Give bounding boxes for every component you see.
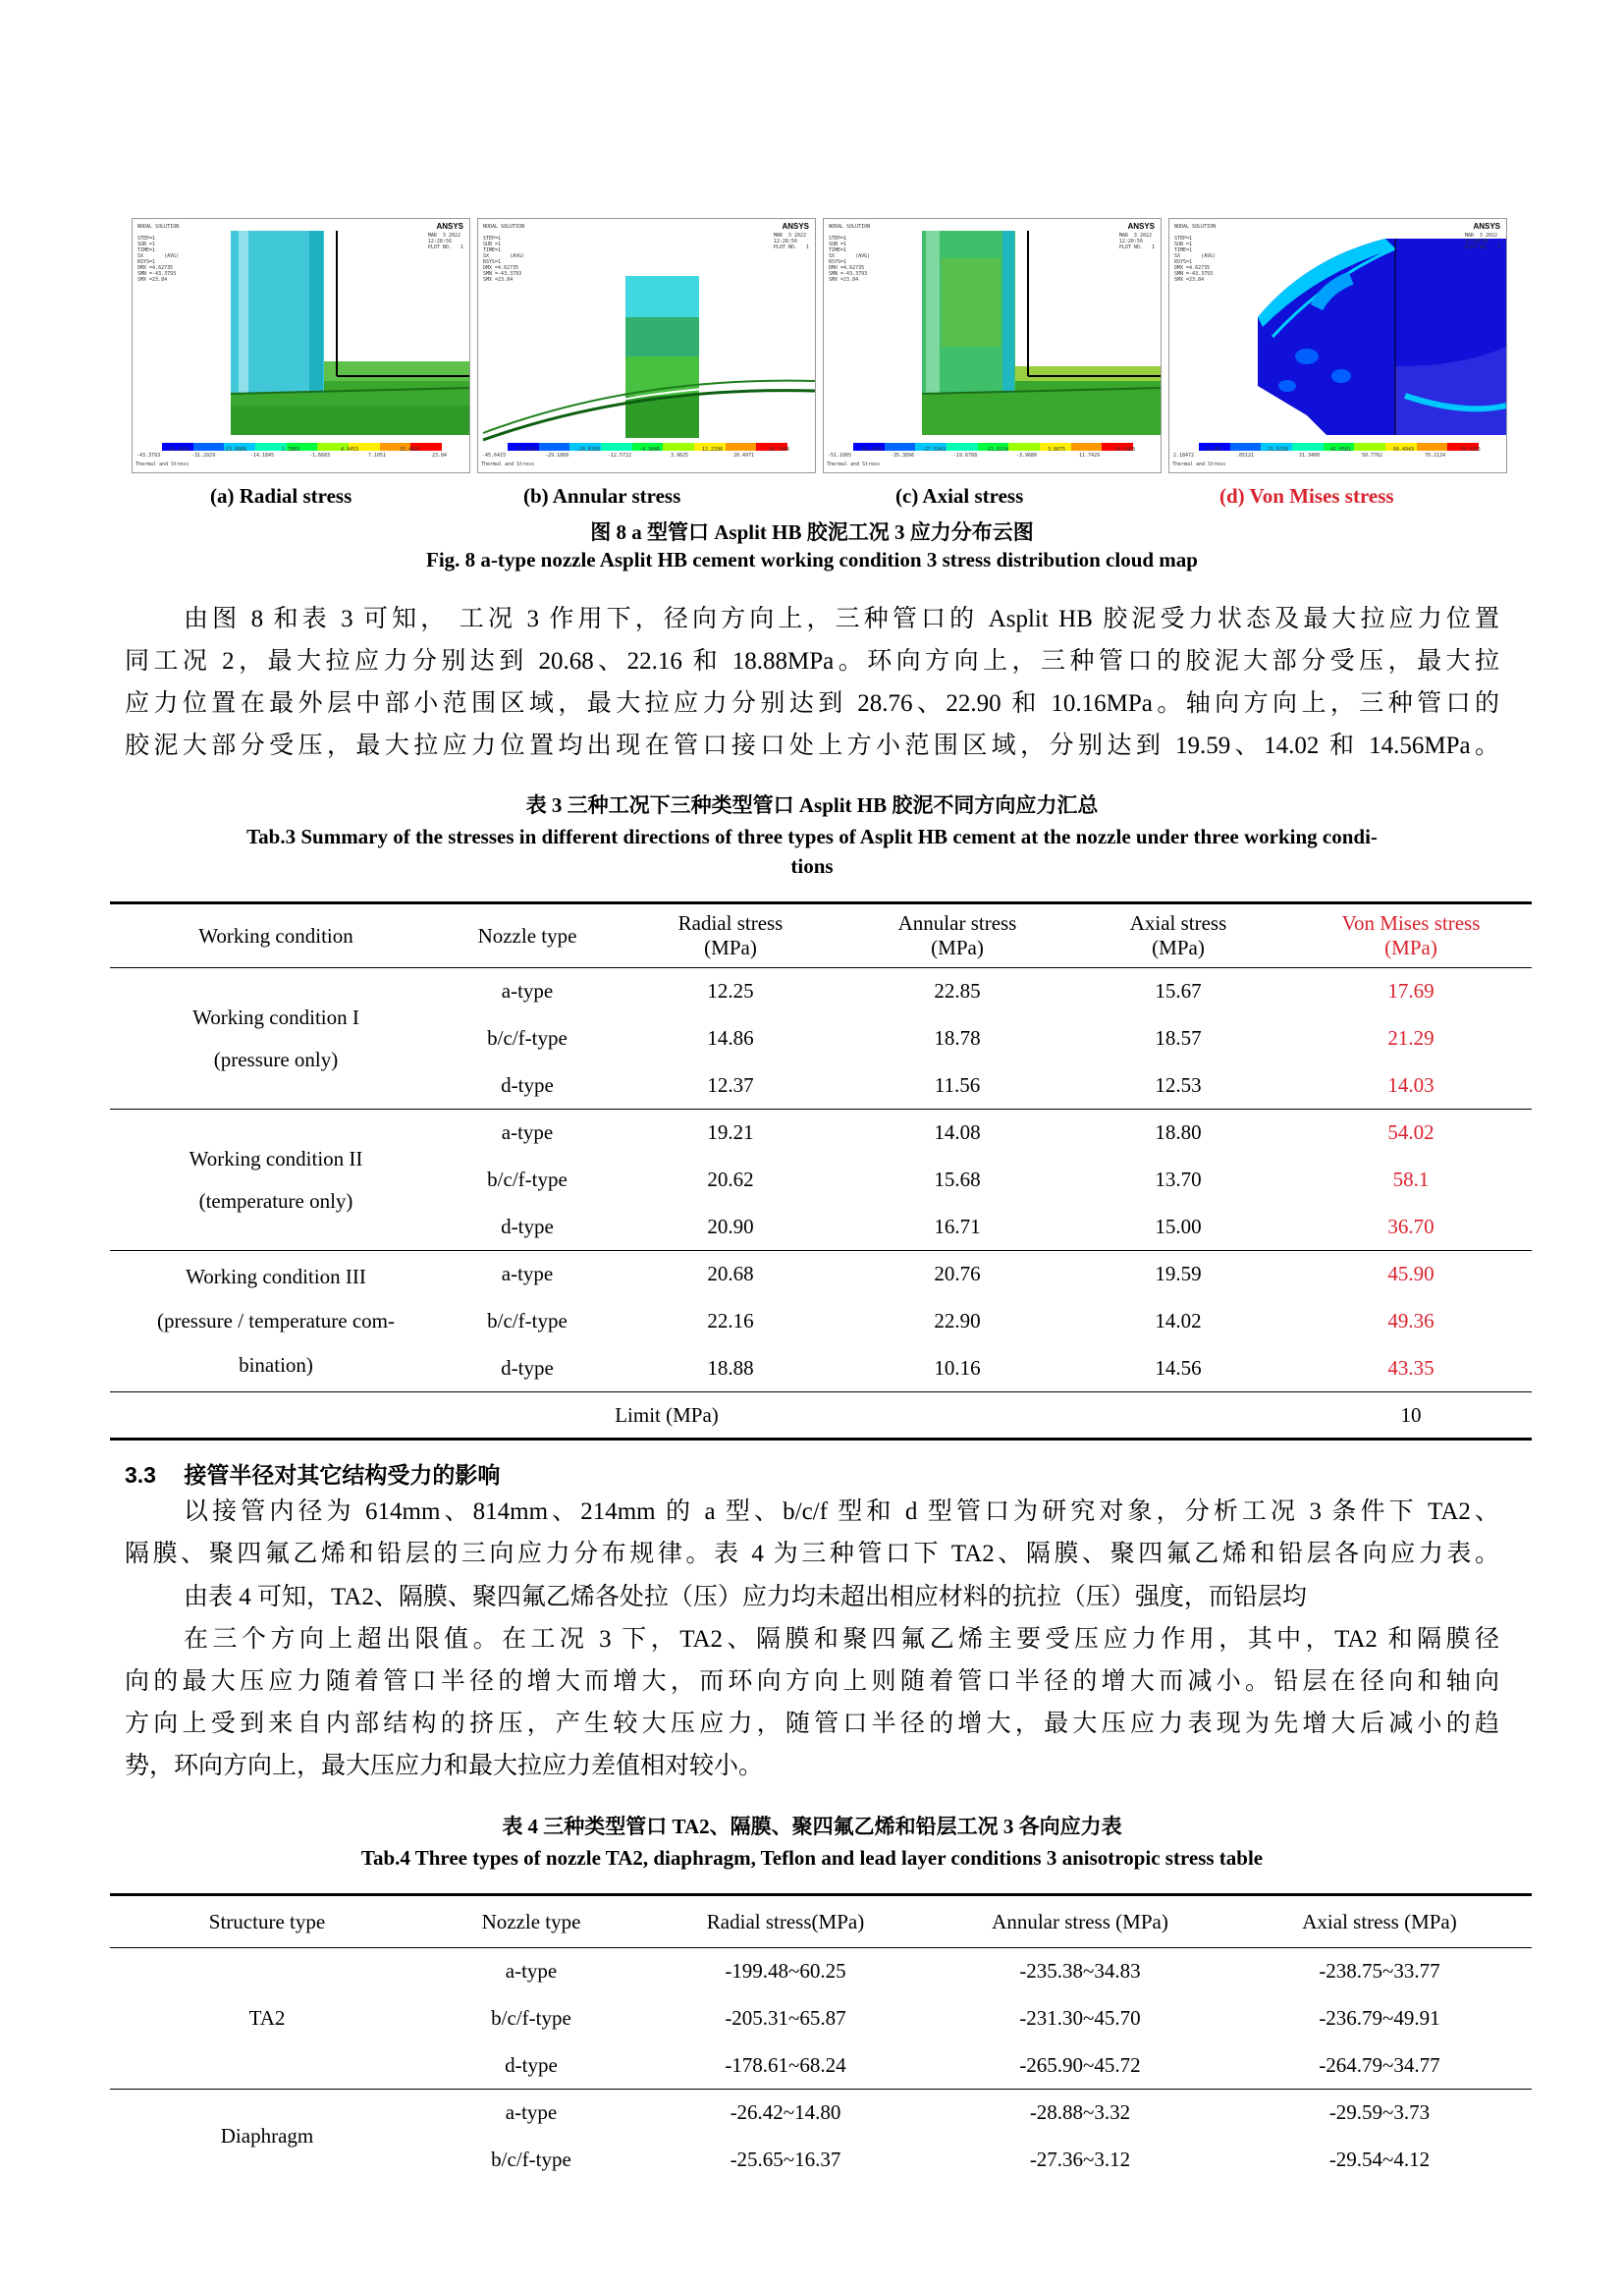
vm-cell: 17.69 bbox=[1387, 979, 1435, 1004]
table-3-caption-en-wrap: tions bbox=[790, 854, 834, 878]
table-3-caption-cn: 表 3 三种工况下三种类型管口 Asplit HB 胶泥不同方向应力汇总 bbox=[525, 793, 1099, 817]
nozzle-cell: a-type bbox=[505, 2100, 558, 2125]
legend-value: 2.18472 bbox=[1173, 453, 1195, 459]
radial-cell: 20.90 bbox=[707, 1214, 754, 1238]
legend-value: 3.9625 bbox=[671, 453, 689, 459]
axial-cell: -29.54~4.12 bbox=[1328, 2148, 1431, 2171]
axial-cell: 13.70 bbox=[1155, 1168, 1202, 1191]
table-row bbox=[110, 1110, 1532, 1157]
header-annular-line2: (MPa) bbox=[931, 936, 984, 959]
legend-value: -45.6415 bbox=[482, 453, 507, 459]
annular-cell: -235.38~34.83 bbox=[1019, 1959, 1141, 1984]
section-heading bbox=[125, 1457, 500, 1490]
table-3 bbox=[110, 901, 1532, 1441]
date-stamp: MAR 3 2022 12:28:56 PLOT NO. 1 bbox=[427, 233, 463, 250]
text-line: 同工况 2，最大拉应力分别达到 20.68、22.16 和 18.88MPa。环向方向上，三种管口的胶泥大部分受压，最大拉 bbox=[125, 648, 1499, 675]
legend-value: -20.8395 bbox=[576, 447, 601, 453]
header-vm-line2: (MPa) bbox=[1384, 936, 1437, 959]
annular-cell: 15.68 bbox=[934, 1168, 981, 1191]
legend-value: 23.84 bbox=[432, 453, 448, 459]
table-3-caption-en: Tab.3 Summary of the stresses in different directions of three types of Asplit HB cement at the nozzle under three working condi- bbox=[246, 825, 1378, 848]
vm-cell: 36.70 bbox=[1387, 1214, 1435, 1238]
ansys-logo: ANSYS bbox=[436, 222, 463, 231]
limit-label: Limit (MPa) bbox=[615, 1402, 719, 1427]
legend-value: -4.3048 bbox=[639, 447, 661, 453]
annular-cell: -231.30~45.70 bbox=[1019, 2006, 1141, 2030]
legend-value: -43.3793 bbox=[136, 453, 161, 459]
annular-cell: 11.56 bbox=[934, 1072, 981, 1097]
condition-name: Working condition II bbox=[189, 1146, 363, 1170]
legend-value: 15.4607 bbox=[400, 447, 421, 453]
axial-cell: 12.53 bbox=[1155, 1072, 1202, 1097]
table-row bbox=[110, 2090, 1532, 2137]
nozzle-cell: a-type bbox=[501, 1262, 554, 1286]
panel-radial-stress bbox=[132, 218, 470, 473]
legend-value: -37.3742 bbox=[514, 447, 538, 453]
legend-value: 3.8875 bbox=[1048, 447, 1066, 453]
radial-cell: 12.25 bbox=[707, 979, 754, 1004]
nozzle-cell: d-type bbox=[501, 1214, 554, 1238]
legend-value: -28.2810 bbox=[166, 447, 190, 453]
header-radial-line2: (MPa) bbox=[704, 936, 757, 959]
header-vm-line1: Von Mises stress bbox=[1341, 911, 1481, 935]
legend-value: -1.6683 bbox=[309, 453, 331, 459]
radial-cell: 19.21 bbox=[707, 1120, 754, 1145]
header-structure: Structure type bbox=[208, 1909, 326, 1933]
subcaption-c: (c) Axial stress bbox=[895, 484, 1024, 508]
text-line: 胶泥大部分受压，最大拉应力位置均出现在管口接口处上方小范围区域，分别达到 19.59、14.02 和 14.56MPa。 bbox=[125, 733, 1499, 759]
annular-cell: 22.85 bbox=[934, 979, 981, 1004]
ansys-logo: ANSYS bbox=[782, 222, 809, 231]
date-stamp: MAR 3 2022 12:28:56 PLOT NO. 1 bbox=[773, 233, 809, 250]
legend-value: 31.3400 bbox=[1299, 453, 1321, 459]
condition-cell bbox=[110, 968, 442, 1110]
vm-cell: 14.03 bbox=[1387, 1072, 1435, 1097]
plot-footer: Thermal and Stress bbox=[135, 462, 189, 467]
vm-cell: 58.1 bbox=[1392, 1168, 1430, 1191]
plot-footer: Thermal and Stress bbox=[1172, 462, 1226, 467]
vm-cell: 43.35 bbox=[1387, 1355, 1435, 1380]
table-4-caption-en: Tab.4 Three types of nozzle TA2, diaphragm, Teflon and lead layer conditions 3 anisotropic stress table bbox=[360, 1846, 1264, 1870]
text-line: 方向上受到来自内部结构的挤压，产生较大压应力，随管口半径的增大，最大压应力表现为先增大后减小的趋 bbox=[125, 1711, 1499, 1737]
vm-cell: 54.02 bbox=[1387, 1120, 1435, 1145]
legend-value: 4.9453 bbox=[341, 447, 359, 453]
annular-cell: 18.78 bbox=[934, 1026, 981, 1050]
condition-subtitle: (pressure only) bbox=[213, 1047, 339, 1071]
axial-cell: -264.79~34.77 bbox=[1319, 2052, 1440, 2077]
text-line: 以接管内径为 614mm、814mm、214mm 的 a 型、b/c/f 型和 d 型管口为研究对象，分析工况 3 条件下 TA2、 bbox=[184, 1498, 1499, 1525]
nozzle-cell: b/c/f-type bbox=[487, 1168, 568, 1191]
legend-value: 28.7644 bbox=[769, 447, 790, 453]
axial-cell: -238.75~33.77 bbox=[1319, 1959, 1440, 1984]
nodal-header: NODAL SOLUTION STEP=1 SUB =1 TIME=1 SX (AVG) RSYS=1 DMX =4.62735 SMN =-43.3793 SMX =23.84 bbox=[1174, 224, 1217, 283]
header-axial: Axial stress (MPa) bbox=[1302, 1909, 1457, 1933]
header-axial bbox=[1066, 903, 1290, 968]
header-condition: Working condition bbox=[198, 923, 353, 948]
limit-row bbox=[110, 1392, 1532, 1440]
annular-cell: 10.16 bbox=[934, 1355, 981, 1380]
legend-value: 70.2124 bbox=[1425, 453, 1446, 459]
condition-cell bbox=[110, 1110, 442, 1251]
header-von-mises bbox=[1290, 903, 1532, 968]
text-line: 由图 8 和表 3 可知， 工况 3 作用下，径向方向上，三种管口的 Asplit HB 胶泥受力状态及最大拉应力位置 bbox=[184, 606, 1499, 632]
axial-cell: 19.59 bbox=[1155, 1262, 1202, 1286]
legend-value: 11.903 bbox=[1205, 447, 1223, 453]
text-line: 由表 4 可知，TA2、隔膜、聚四氟乙烯各处拉（压）应力均未超出相应材料的抗拉（压）强度，而铅层均 bbox=[184, 1584, 1307, 1610]
structure-cell: TA2 bbox=[248, 2006, 286, 2030]
legend-value: -43.2451 bbox=[859, 447, 884, 453]
radial-cell: -199.48~60.25 bbox=[725, 1959, 846, 1984]
nozzle-cell: b/c/f-type bbox=[487, 1026, 568, 1050]
vm-cell: 49.36 bbox=[1387, 1309, 1435, 1333]
table-4 bbox=[110, 1893, 1532, 2184]
legend-value: -31.2929 bbox=[191, 453, 216, 459]
legend-value: 50.7762 bbox=[1362, 453, 1383, 459]
header-radial: Radial stress(MPa) bbox=[706, 1909, 865, 1933]
section-title: 接管半径对其它结构受力的影响 bbox=[184, 1462, 501, 1488]
header-radial bbox=[613, 903, 848, 968]
legend-value: .05121 bbox=[1236, 453, 1255, 459]
annular-cell: 22.90 bbox=[934, 1309, 981, 1333]
condition-subtitle-wrap: bination) bbox=[239, 1353, 313, 1377]
legend-value: 79.9305 bbox=[1460, 447, 1482, 453]
condition-cell bbox=[110, 1251, 442, 1392]
annular-cell: 16.71 bbox=[934, 1214, 981, 1238]
paragraph-2 bbox=[125, 1491, 1499, 1575]
header-axial-line2: (MPa) bbox=[1152, 936, 1205, 959]
header-annular: Annular stress (MPa) bbox=[992, 1909, 1168, 1933]
header-annular bbox=[848, 903, 1066, 968]
paragraph-3 bbox=[125, 1576, 1499, 1787]
nodal-header: NODAL SOLUTION STEP=1 SUB =1 TIME=1 SX (AVG) RSYS=1 DMX =4.62735 SMN =-43.3793 SMX =23.84 bbox=[137, 224, 180, 283]
legend-value: -27.5342 bbox=[922, 447, 947, 453]
date-stamp: MAR 3 2022 12:28:56 PLOT NO. 1 bbox=[1464, 233, 1500, 250]
vm-cell: 45.90 bbox=[1387, 1262, 1435, 1286]
condition-subtitle: (pressure / temperature com- bbox=[157, 1309, 395, 1333]
nozzle-cell: d-type bbox=[501, 1072, 554, 1097]
legend-value: -11.8234 bbox=[985, 447, 1009, 453]
subcaption-b: (b) Annular stress bbox=[523, 484, 681, 508]
figure-caption-cn: 图 8 a 型管口 Asplit HB 胶泥工况 3 应力分布云图 bbox=[590, 520, 1034, 544]
legend-value: 20.4971 bbox=[733, 453, 755, 459]
radial-cell: 18.88 bbox=[707, 1355, 754, 1380]
table-row bbox=[110, 968, 1532, 1015]
legend-value: -3.9680 bbox=[1016, 453, 1038, 459]
table-4-caption-cn: 表 4 三种类型管口 TA2、隔膜、聚四氟乙烯和铅层工况 3 各向应力表 bbox=[502, 1815, 1122, 1838]
axial-cell: 14.56 bbox=[1155, 1355, 1202, 1380]
legend-value: 60.4943 bbox=[1393, 447, 1415, 453]
nodal-header: NODAL SOLUTION STEP=1 SUB =1 TIME=1 SX (AVG) RSYS=1 DMX =4.62735 SMN =-43.3793 SMX =23.84 bbox=[483, 224, 525, 283]
legend-value: 21.6216 bbox=[1268, 447, 1289, 453]
radial-cell: 20.68 bbox=[707, 1262, 754, 1286]
panel-axial-stress bbox=[823, 218, 1162, 473]
nozzle-cell: d-type bbox=[501, 1355, 554, 1380]
subcaption-a: (a) Radial stress bbox=[210, 484, 352, 508]
axial-cell: 15.00 bbox=[1155, 1214, 1202, 1238]
radial-cell: -178.61~68.24 bbox=[725, 2052, 846, 2077]
axial-cell: 18.80 bbox=[1155, 1120, 1202, 1145]
axial-stress-plot bbox=[824, 219, 1161, 472]
header-axial-line1: Axial stress bbox=[1129, 911, 1227, 935]
radial-cell: -25.65~16.37 bbox=[730, 2148, 841, 2171]
annular-cell: -27.36~3.12 bbox=[1029, 2148, 1131, 2171]
annular-cell: -265.90~45.72 bbox=[1019, 2052, 1141, 2077]
annular-cell: 14.08 bbox=[934, 1120, 981, 1145]
axial-cell: 18.57 bbox=[1155, 1026, 1202, 1050]
figure-caption-en: Fig. 8 a-type nozzle Asplit HB cement working condition 3 stress distribution cloud map bbox=[426, 548, 1198, 571]
limit-value: 10 bbox=[1400, 1402, 1422, 1427]
text-line: 势，环向方向上，最大压应力和最大拉应力差值相对较小。 bbox=[125, 1753, 764, 1779]
legend-value: 11.7429 bbox=[1079, 453, 1101, 459]
text-line: 向的最大压应力随着管口半径的增大而增大，而环向方向上则随着管口半径的增大而减小。铅层在径向和轴向 bbox=[125, 1668, 1499, 1695]
structure-cell: Diaphragm bbox=[220, 2124, 314, 2149]
header-radial-line1: Radial stress bbox=[677, 911, 784, 935]
header-annular-line1: Annular stress bbox=[897, 911, 1017, 935]
nodal-header: NODAL SOLUTION STEP=1 SUB =1 TIME=1 SX (AVG) RSYS=1 DMX =4.62735 SMN =-43.3793 SMX =23.84 bbox=[829, 224, 871, 283]
ansys-logo: ANSYS bbox=[1127, 222, 1155, 231]
header-nozzle: Nozzle type bbox=[477, 923, 577, 948]
panel-von-mises-stress bbox=[1168, 218, 1507, 473]
nozzle-cell: d-type bbox=[505, 2052, 558, 2077]
axial-cell: -236.79~49.91 bbox=[1319, 2006, 1440, 2030]
paragraph-1 bbox=[125, 598, 1499, 767]
nozzle-cell: a-type bbox=[505, 1959, 558, 1984]
condition-name: Working condition I bbox=[192, 1005, 359, 1029]
section-number: 3.3 bbox=[125, 1462, 156, 1488]
radial-cell: 14.86 bbox=[707, 1026, 754, 1050]
legend-value: -14.1845 bbox=[250, 453, 275, 459]
header-nozzle: Nozzle type bbox=[481, 1909, 581, 1933]
nozzle-cell: b/c/f-type bbox=[491, 2006, 571, 2030]
legend-value: 41.0581 bbox=[1330, 447, 1352, 453]
nozzle-cell: b/c/f-type bbox=[491, 2148, 571, 2171]
radial-cell: 20.62 bbox=[707, 1168, 754, 1191]
radial-cell: 12.37 bbox=[707, 1072, 754, 1097]
text-line: 隔膜、聚四氟乙烯和铅层的三向应力分布规律。表 4 为三种管口下 TA2、隔膜、聚四氟乙烯和铅层各向应力表。 bbox=[125, 1541, 1499, 1567]
plot-footer: Thermal and Stress bbox=[827, 462, 881, 467]
limit-spacer bbox=[1066, 1392, 1290, 1440]
ansys-logo: ANSYS bbox=[1473, 222, 1500, 231]
axial-cell: 14.02 bbox=[1155, 1309, 1202, 1333]
table-3-header bbox=[110, 903, 1532, 968]
vm-cell: 21.29 bbox=[1387, 1026, 1435, 1050]
legend-value: -12.5722 bbox=[608, 453, 632, 459]
axial-cell: -29.59~3.73 bbox=[1328, 2100, 1431, 2125]
figure-8 bbox=[132, 218, 1512, 475]
annular-cell: 20.76 bbox=[934, 1262, 981, 1286]
axial-cell: 15.67 bbox=[1155, 979, 1202, 1004]
nozzle-cell: b/c/f-type bbox=[487, 1309, 568, 1333]
annular-stress-plot bbox=[478, 219, 815, 472]
text-line: 在三个方向上超出限值。在工况 3 下，TA2、隔膜和聚四氟乙烯主要受压应力作用，其中，TA2 和隔膜径 bbox=[184, 1626, 1499, 1653]
legend-value: -19.6788 bbox=[953, 453, 978, 459]
radial-cell: 22.16 bbox=[707, 1309, 754, 1333]
legend-value: 1.7883 bbox=[282, 447, 300, 453]
nozzle-cell: a-type bbox=[501, 1120, 554, 1145]
text-line: 应力位置在最外层中部小范围区域，最大拉应力分别达到 28.76、22.90 和 10.16MPa。轴向方向上，三种管口的 bbox=[125, 690, 1499, 717]
legend-value: -51.1005 bbox=[828, 453, 852, 459]
condition-name: Working condition III bbox=[186, 1265, 366, 1288]
table-row bbox=[110, 1948, 1532, 1995]
legend-value: -35.3896 bbox=[891, 453, 915, 459]
subcaption-d: (d) Von Mises stress bbox=[1219, 484, 1394, 508]
radial-cell: -26.42~14.80 bbox=[730, 2100, 841, 2125]
table-4-header bbox=[110, 1895, 1532, 1948]
radial-cell: -205.31~65.87 bbox=[725, 2006, 846, 2030]
radial-stress-plot bbox=[133, 219, 469, 472]
date-stamp: MAR 3 2022 12:28:56 PLOT NO. 1 bbox=[1118, 233, 1155, 250]
legend-value: 7.1051 bbox=[368, 453, 387, 459]
legend-value: -13.9086 bbox=[223, 447, 247, 453]
plot-footer: Thermal and Stress bbox=[481, 462, 535, 467]
von-mises-stress-plot bbox=[1169, 219, 1506, 472]
legend-value: -29.1068 bbox=[545, 453, 569, 459]
panel-annular-stress bbox=[477, 218, 816, 473]
condition-subtitle: (temperature only) bbox=[198, 1188, 353, 1213]
table-row bbox=[110, 1251, 1532, 1298]
legend-value: 12.2298 bbox=[702, 447, 724, 453]
legend-value: 19.5983 bbox=[1114, 447, 1136, 453]
annular-cell: -28.88~3.32 bbox=[1029, 2100, 1131, 2125]
nozzle-cell: a-type bbox=[501, 979, 554, 1004]
